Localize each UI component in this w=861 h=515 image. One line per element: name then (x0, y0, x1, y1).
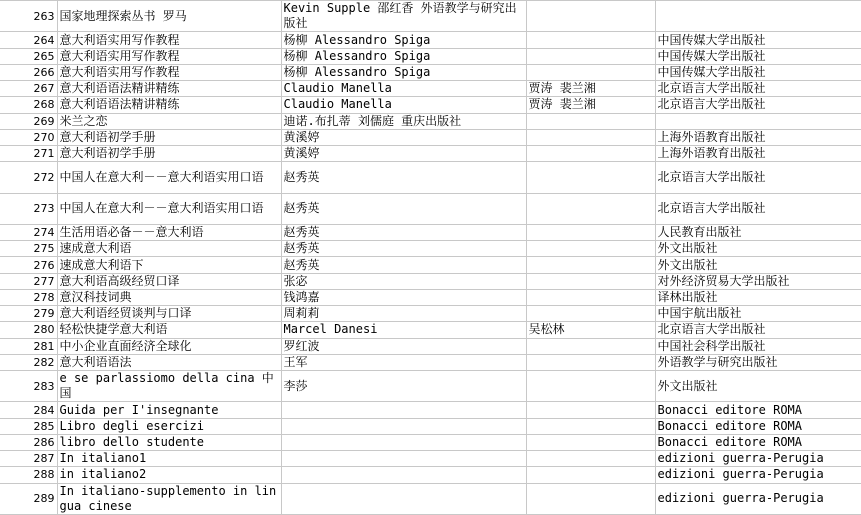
table-row (0, 402, 861, 418)
table-row (0, 467, 861, 483)
translator-cell[interactable] (526, 451, 655, 467)
author-cell[interactable] (281, 434, 526, 450)
title-cell[interactable]: 意大利语初学手册 (57, 129, 281, 145)
table-row (0, 145, 861, 161)
table-row (0, 225, 861, 241)
publisher-cell[interactable]: 北京语言大学出版社 (655, 162, 861, 193)
author-cell[interactable]: Kevin Supple 邵红香 外语教学与研究出版社 (281, 1, 526, 32)
publisher-cell[interactable] (655, 1, 861, 32)
translator-cell[interactable] (526, 306, 655, 322)
row-number-cell[interactable]: 281 (0, 338, 57, 354)
row-number-cell[interactable]: 275 (0, 241, 57, 257)
table-row (0, 418, 861, 434)
table-row (0, 113, 861, 129)
translator-cell[interactable] (526, 145, 655, 161)
row-number-cell[interactable]: 270 (0, 129, 57, 145)
title-cell[interactable]: 中小企业直面经济全球化 (57, 338, 281, 354)
title-cell[interactable]: Guida per I'insegnante (57, 402, 281, 418)
translator-cell[interactable] (526, 370, 655, 401)
publisher-cell[interactable]: 中国传媒大学出版社 (655, 32, 861, 48)
author-cell[interactable]: 赵秀英 (281, 162, 526, 193)
title-cell[interactable]: 意大利语高级经贸口译 (57, 273, 281, 289)
title-cell[interactable]: 意汉科技词典 (57, 289, 281, 305)
row-number-cell[interactable]: 273 (0, 193, 57, 224)
title-cell[interactable]: In italiano-supplemento in lingua cinese (57, 483, 281, 515)
row-number-cell[interactable]: 266 (0, 64, 57, 80)
publisher-cell[interactable]: 中国传媒大学出版社 (655, 48, 861, 64)
publisher-cell[interactable]: 外文出版社 (655, 257, 861, 273)
row-number-cell[interactable]: 265 (0, 48, 57, 64)
title-cell[interactable]: In italiano1 (57, 451, 281, 467)
title-cell[interactable]: 意大利语实用写作教程 (57, 32, 281, 48)
author-cell[interactable]: 杨柳 Alessandro Spiga (281, 32, 526, 48)
row-number-cell[interactable]: 286 (0, 434, 57, 450)
publisher-cell[interactable]: 上海外语教育出版社 (655, 129, 861, 145)
table-row (0, 162, 861, 193)
row-number-cell[interactable]: 284 (0, 402, 57, 418)
row-number-cell[interactable]: 287 (0, 451, 57, 467)
row-number-cell[interactable]: 280 (0, 322, 57, 338)
author-cell[interactable]: 迪诺.布扎蒂 刘儒庭 重庆出版社 (281, 113, 526, 129)
publisher-cell[interactable]: 北京语言大学出版社 (655, 193, 861, 224)
title-cell[interactable]: 意大利语语法精讲精练 (57, 81, 281, 97)
row-number-cell[interactable]: 264 (0, 32, 57, 48)
row-number-cell[interactable]: 288 (0, 467, 57, 483)
table-row (0, 129, 861, 145)
translator-cell[interactable] (526, 257, 655, 273)
table-row (0, 193, 861, 224)
author-cell[interactable]: 钱鸿嘉 (281, 289, 526, 305)
translator-cell[interactable] (526, 225, 655, 241)
translator-cell[interactable] (526, 434, 655, 450)
title-cell[interactable]: libro dello studente (57, 434, 281, 450)
table-row (0, 483, 861, 515)
row-number-cell[interactable]: 276 (0, 257, 57, 273)
publisher-cell[interactable]: 外文出版社 (655, 370, 861, 401)
title-cell[interactable]: 意大利语实用写作教程 (57, 64, 281, 80)
row-number-cell[interactable]: 271 (0, 145, 57, 161)
author-cell[interactable]: 赵秀英 (281, 225, 526, 241)
publisher-cell[interactable]: 中国社会科学出版社 (655, 338, 861, 354)
author-cell[interactable]: 张宓 (281, 273, 526, 289)
translator-cell[interactable] (526, 1, 655, 32)
translator-cell[interactable] (526, 113, 655, 129)
translator-cell[interactable] (526, 273, 655, 289)
author-cell[interactable]: 赵秀英 (281, 241, 526, 257)
translator-cell[interactable] (526, 467, 655, 483)
row-number-cell[interactable]: 285 (0, 418, 57, 434)
translator-cell[interactable] (526, 418, 655, 434)
publisher-cell[interactable]: 北京语言大学出版社 (655, 322, 861, 338)
table-row (0, 48, 861, 64)
publisher-cell[interactable]: 中国传媒大学出版社 (655, 64, 861, 80)
table-row (0, 273, 861, 289)
publisher-cell[interactable]: Bonacci editore ROMA (655, 418, 861, 434)
row-number-cell[interactable]: 279 (0, 306, 57, 322)
table-row (0, 354, 861, 370)
table-row (0, 32, 861, 48)
title-cell[interactable]: 意大利语实用写作教程 (57, 48, 281, 64)
publisher-cell[interactable]: 上海外语教育出版社 (655, 145, 861, 161)
translator-cell[interactable] (526, 241, 655, 257)
title-cell[interactable]: in italiano2 (57, 467, 281, 483)
table-row (0, 338, 861, 354)
translator-cell[interactable]: 贾涛 裴兰湘 (526, 81, 655, 97)
table-row (0, 81, 861, 97)
row-number-cell[interactable]: 272 (0, 162, 57, 193)
publisher-cell[interactable]: edizioni guerra-Perugia (655, 483, 861, 515)
translator-cell[interactable] (526, 193, 655, 224)
author-cell[interactable]: 赵秀英 (281, 193, 526, 224)
author-cell[interactable]: Claudio Manella (281, 81, 526, 97)
author-cell[interactable]: 李莎 (281, 370, 526, 401)
translator-cell[interactable] (526, 354, 655, 370)
translator-cell[interactable] (526, 402, 655, 418)
author-cell[interactable]: 赵秀英 (281, 257, 526, 273)
row-number-cell[interactable]: 283 (0, 370, 57, 401)
table-row (0, 289, 861, 305)
author-cell[interactable]: 王军 (281, 354, 526, 370)
author-cell[interactable] (281, 451, 526, 467)
author-cell[interactable]: 杨柳 Alessandro Spiga (281, 64, 526, 80)
translator-cell[interactable] (526, 289, 655, 305)
title-cell[interactable]: 中国人在意大利－－意大利语实用口语 (57, 162, 281, 193)
publisher-cell[interactable]: 译林出版社 (655, 289, 861, 305)
author-cell[interactable]: Claudio Manella (281, 97, 526, 113)
translator-cell[interactable] (526, 483, 655, 515)
author-cell[interactable]: 杨柳 Alessandro Spiga (281, 48, 526, 64)
table-row (0, 257, 861, 273)
author-cell[interactable]: Marcel Danesi (281, 322, 526, 338)
publisher-cell[interactable]: Bonacci editore ROMA (655, 434, 861, 450)
table-row (0, 241, 861, 257)
row-number-cell[interactable]: 267 (0, 81, 57, 97)
author-cell[interactable] (281, 402, 526, 418)
publisher-cell[interactable] (655, 113, 861, 129)
translator-cell[interactable]: 吴松林 (526, 322, 655, 338)
title-cell[interactable]: 轻松快捷学意大利语 (57, 322, 281, 338)
publisher-cell[interactable]: 北京语言大学出版社 (655, 97, 861, 113)
publisher-cell[interactable]: 外文出版社 (655, 241, 861, 257)
publisher-cell[interactable]: edizioni guerra-Perugia (655, 451, 861, 467)
table-row (0, 322, 861, 338)
row-number-cell[interactable]: 289 (0, 483, 57, 515)
title-cell[interactable]: 中国人在意大利－－意大利语实用口语 (57, 193, 281, 224)
author-cell[interactable]: 周莉莉 (281, 306, 526, 322)
row-number-cell[interactable]: 278 (0, 289, 57, 305)
translator-cell[interactable] (526, 32, 655, 48)
title-cell[interactable]: 意大利语经贸谈判与口译 (57, 306, 281, 322)
row-number-cell[interactable]: 282 (0, 354, 57, 370)
title-cell[interactable]: Libro degli esercizi (57, 418, 281, 434)
translator-cell[interactable] (526, 338, 655, 354)
publisher-cell[interactable]: 中国宇航出版社 (655, 306, 861, 322)
author-cell[interactable]: 罗红波 (281, 338, 526, 354)
publisher-cell[interactable]: 北京语言大学出版社 (655, 81, 861, 97)
title-cell[interactable]: e se parlassiomo della cina 中国 (57, 370, 281, 401)
table-row (0, 434, 861, 450)
author-cell[interactable]: 黄溪婷 (281, 129, 526, 145)
translator-cell[interactable]: 贾涛 裴兰湘 (526, 97, 655, 113)
title-cell[interactable]: 生活用语必备－－意大利语 (57, 225, 281, 241)
row-number-cell[interactable]: 268 (0, 97, 57, 113)
author-cell[interactable] (281, 418, 526, 434)
translator-cell[interactable] (526, 48, 655, 64)
publisher-cell[interactable]: 外语教学与研究出版社 (655, 354, 861, 370)
table-row (0, 451, 861, 467)
sheet-body (0, 1, 861, 515)
title-cell[interactable]: 意大利语初学手册 (57, 145, 281, 161)
table-row (0, 306, 861, 322)
translator-cell[interactable] (526, 129, 655, 145)
row-number-cell[interactable]: 263 (0, 1, 57, 32)
title-cell[interactable]: 国家地理探索丛书 罗马 (57, 1, 281, 32)
table-row (0, 370, 861, 401)
author-cell[interactable] (281, 467, 526, 483)
title-cell[interactable]: 意大利语语法 (57, 354, 281, 370)
table-row (0, 97, 861, 113)
publisher-cell[interactable]: edizioni guerra-Perugia (655, 467, 861, 483)
title-cell[interactable]: 速成意大利语 (57, 241, 281, 257)
title-cell[interactable]: 米兰之恋 (57, 113, 281, 129)
row-number-cell[interactable]: 274 (0, 225, 57, 241)
author-cell[interactable]: 黄溪婷 (281, 145, 526, 161)
title-cell[interactable]: 意大利语语法精讲精练 (57, 97, 281, 113)
row-number-cell[interactable]: 277 (0, 273, 57, 289)
author-cell[interactable] (281, 483, 526, 515)
publisher-cell[interactable]: 人民教育出版社 (655, 225, 861, 241)
translator-cell[interactable] (526, 162, 655, 193)
publisher-cell[interactable]: Bonacci editore ROMA (655, 402, 861, 418)
table-row (0, 1, 861, 32)
translator-cell[interactable] (526, 64, 655, 80)
publisher-cell[interactable]: 对外经济贸易大学出版社 (655, 273, 861, 289)
table-row (0, 64, 861, 80)
row-number-cell[interactable]: 269 (0, 113, 57, 129)
title-cell[interactable]: 速成意大利语下 (57, 257, 281, 273)
